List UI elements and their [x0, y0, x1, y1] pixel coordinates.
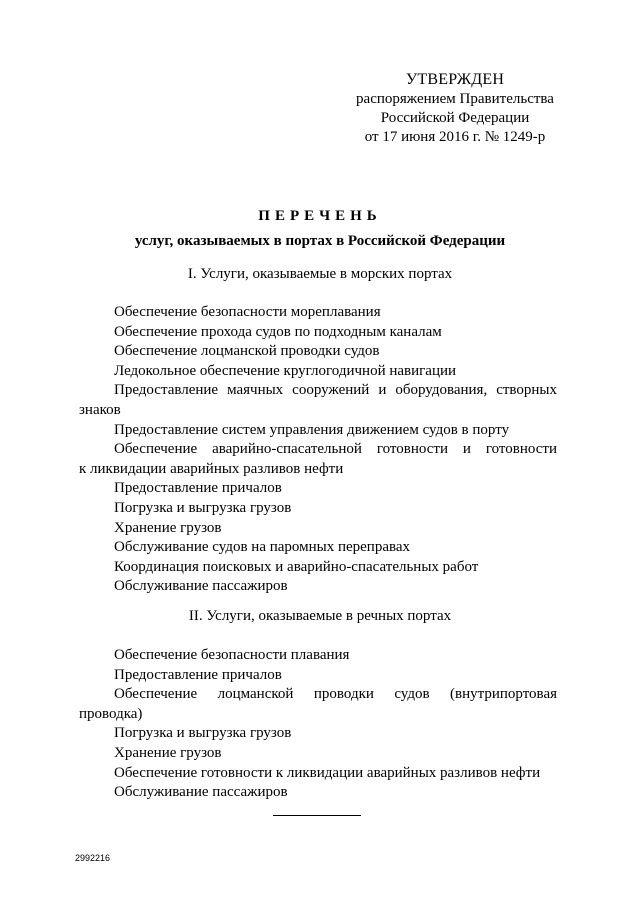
list-item: Координация поисковых и аварийно-спасательных работ [114, 558, 479, 575]
list-item: Обеспечение лоцманской проводки судов [114, 343, 380, 360]
approval-title: УТВЕРЖДЕН [405, 71, 505, 88]
list-item: Обслуживание пассажиров [114, 578, 288, 595]
river-services-list [79, 646, 557, 803]
list-item: Хранение грузов [114, 744, 222, 761]
list-item: Предоставление систем управления движением судов в порту [114, 421, 510, 438]
list-item: Погрузка и выгрузка грузов [114, 499, 292, 516]
section-heading-sea: I. Услуги, оказываемые в морских портах [187, 266, 453, 282]
list-item: Обеспечение безопасности плавания [114, 647, 350, 663]
list-item: Обеспечение безопасности мореплавания [114, 304, 381, 320]
approval-block [340, 70, 570, 147]
list-item: Обслуживание пассажиров [114, 784, 288, 801]
approval-line-3: от 17 июня 2016 г. № 1249-р [364, 129, 546, 145]
document-subtitle: услуг, оказываемых в портах в Российской Федерации [134, 233, 506, 249]
list-item-line: Предоставление маячных сооружений и оборудования, створных [114, 382, 557, 399]
list-item: Обеспечение прохода судов по подходным каналам [114, 323, 442, 340]
list-item-continuation: знаков [79, 401, 121, 418]
list-item [79, 381, 557, 420]
list-item: Обеспечение готовности к ликвидации аварийных разливов нефти [114, 764, 541, 781]
end-divider [273, 815, 361, 816]
document-number: 2992216 [75, 853, 111, 863]
document-title: ПЕРЕЧЕНЬ [258, 208, 382, 224]
list-item: Хранение грузов [114, 519, 222, 536]
list-item: Обеспечение лоцманской проводки судов (внутрипортовая проводка) [79, 686, 557, 722]
list-item: Предоставление причалов [114, 666, 282, 683]
list-item: Погрузка и выгрузка грузов [114, 725, 292, 742]
list-item-continuation: к ликвидации аварийных разливов нефти [79, 460, 344, 477]
list-item: Обслуживание судов на паромных переправах [114, 539, 411, 556]
approval-line-1: распоряжением Правительства [356, 91, 554, 107]
section-heading-river: II. Услуги, оказываемые в речных портах [188, 608, 452, 624]
list-item: Предоставление причалов [114, 480, 282, 497]
list-item: Ледокольное обеспечение круглогодичной навигации [114, 362, 457, 379]
list-item-line: Обеспечение аварийно-спасательной готовности и готовности [114, 441, 557, 458]
list-item [79, 440, 557, 479]
sea-services-list [79, 303, 557, 597]
approval-line-2: Российской Федерации [380, 110, 530, 126]
